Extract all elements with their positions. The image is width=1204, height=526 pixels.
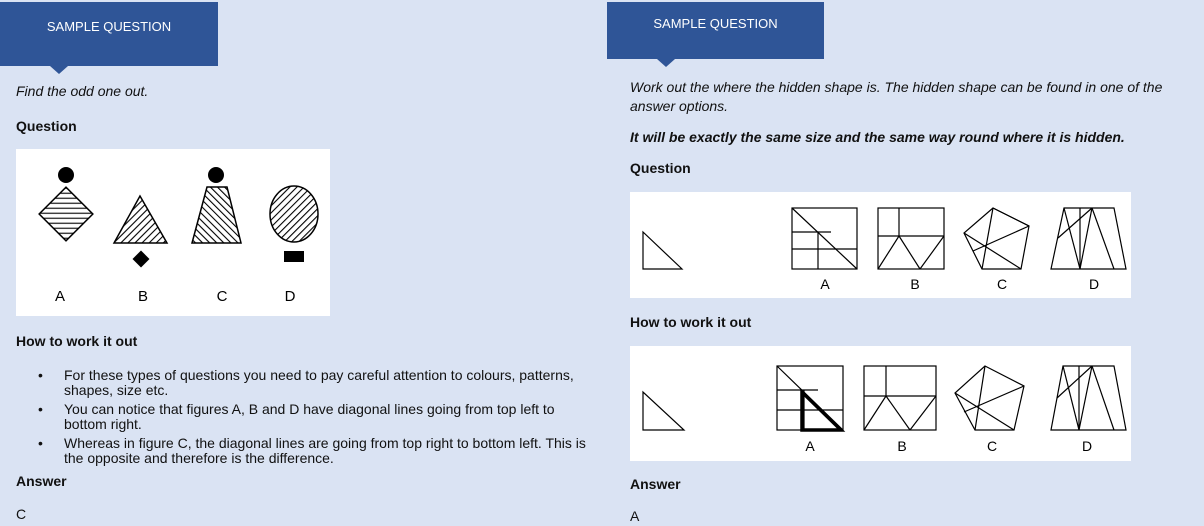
explanation-item: • For these types of questions you need to pay careful attention to colours, patterns, shapes, size etc. <box>16 368 586 398</box>
sample-question-banner: SAMPLE QUESTION <box>0 2 218 66</box>
how-to-work-heading: How to work it out <box>16 333 138 349</box>
option-b-figure <box>864 366 936 430</box>
target-triangle <box>643 232 682 269</box>
figure-label-c: C <box>216 288 228 305</box>
question-heading: Question <box>16 118 77 134</box>
figure-d-rectangle <box>284 251 304 262</box>
option-label-c: C <box>986 438 998 454</box>
sample-question-banner: SAMPLE QUESTION <box>607 2 824 59</box>
answer-value: A <box>630 508 640 524</box>
left-column <box>0 0 600 526</box>
option-label-d: D <box>1088 276 1100 292</box>
explanation-list <box>16 368 586 470</box>
option-label-a: A <box>805 438 815 454</box>
option-a-figure <box>792 208 857 269</box>
highlighted-hidden-shape <box>802 392 841 430</box>
question-heading: Question <box>630 160 691 176</box>
figure-a-dot <box>58 167 74 183</box>
explanation-item: • You can notice that figures A, B and D have diagonal lines going from top left to bottom right. <box>16 402 586 432</box>
how-to-work-heading: How to work it out <box>630 314 752 330</box>
option-c-figure <box>964 208 1029 269</box>
option-d-figure <box>1051 208 1126 269</box>
figure-c-dot <box>208 167 224 183</box>
figure-label-a: A <box>54 288 66 305</box>
right-column <box>607 0 1204 526</box>
figure-a-diamond <box>39 187 93 241</box>
hidden-shape-solution-figures <box>630 346 1131 461</box>
option-label-b: B <box>910 276 920 292</box>
option-d-figure <box>1051 366 1126 430</box>
target-triangle <box>643 392 684 430</box>
odd-one-out-figures <box>16 149 330 316</box>
figure-label-d: D <box>284 288 296 305</box>
explanation-item: • Whereas in figure C, the diagonal lines are going from top right to bottom left. This is the opposite and therefore is the difference. <box>16 436 586 466</box>
hidden-shape-question-figures <box>630 192 1131 298</box>
answer-heading: Answer <box>16 473 67 489</box>
option-label-c: C <box>996 276 1008 292</box>
hidden-shape-solution-panel <box>630 346 1131 461</box>
figure-d <box>270 186 318 262</box>
figure-b-triangle <box>114 196 167 243</box>
option-c-figure <box>955 366 1024 430</box>
figure-b-small-diamond <box>133 251 150 268</box>
option-b-figure <box>878 208 944 269</box>
option-label-a: A <box>820 276 830 292</box>
option-label-b: B <box>897 438 907 454</box>
figure-label-b: B <box>137 288 149 305</box>
answer-heading: Answer <box>630 476 681 492</box>
figure-b <box>114 196 167 267</box>
instruction-text: Work out the where the hidden shape is. The hidden shape can be found in one of the answer options. <box>630 79 1163 114</box>
answer-value: C <box>16 506 27 522</box>
instruction-text: Find the odd one out. <box>16 83 149 99</box>
emphasis-text: It will be exactly the same size and the same way round where it is hidden. <box>630 129 1125 145</box>
figure-c-trapezoid <box>192 187 241 243</box>
odd-one-out-figure-panel <box>16 149 330 316</box>
figure-c <box>192 167 241 243</box>
hidden-shape-question-panel <box>630 192 1131 298</box>
figure-a <box>39 167 93 241</box>
option-label-d: D <box>1081 438 1093 454</box>
figure-d-circle <box>270 186 318 242</box>
